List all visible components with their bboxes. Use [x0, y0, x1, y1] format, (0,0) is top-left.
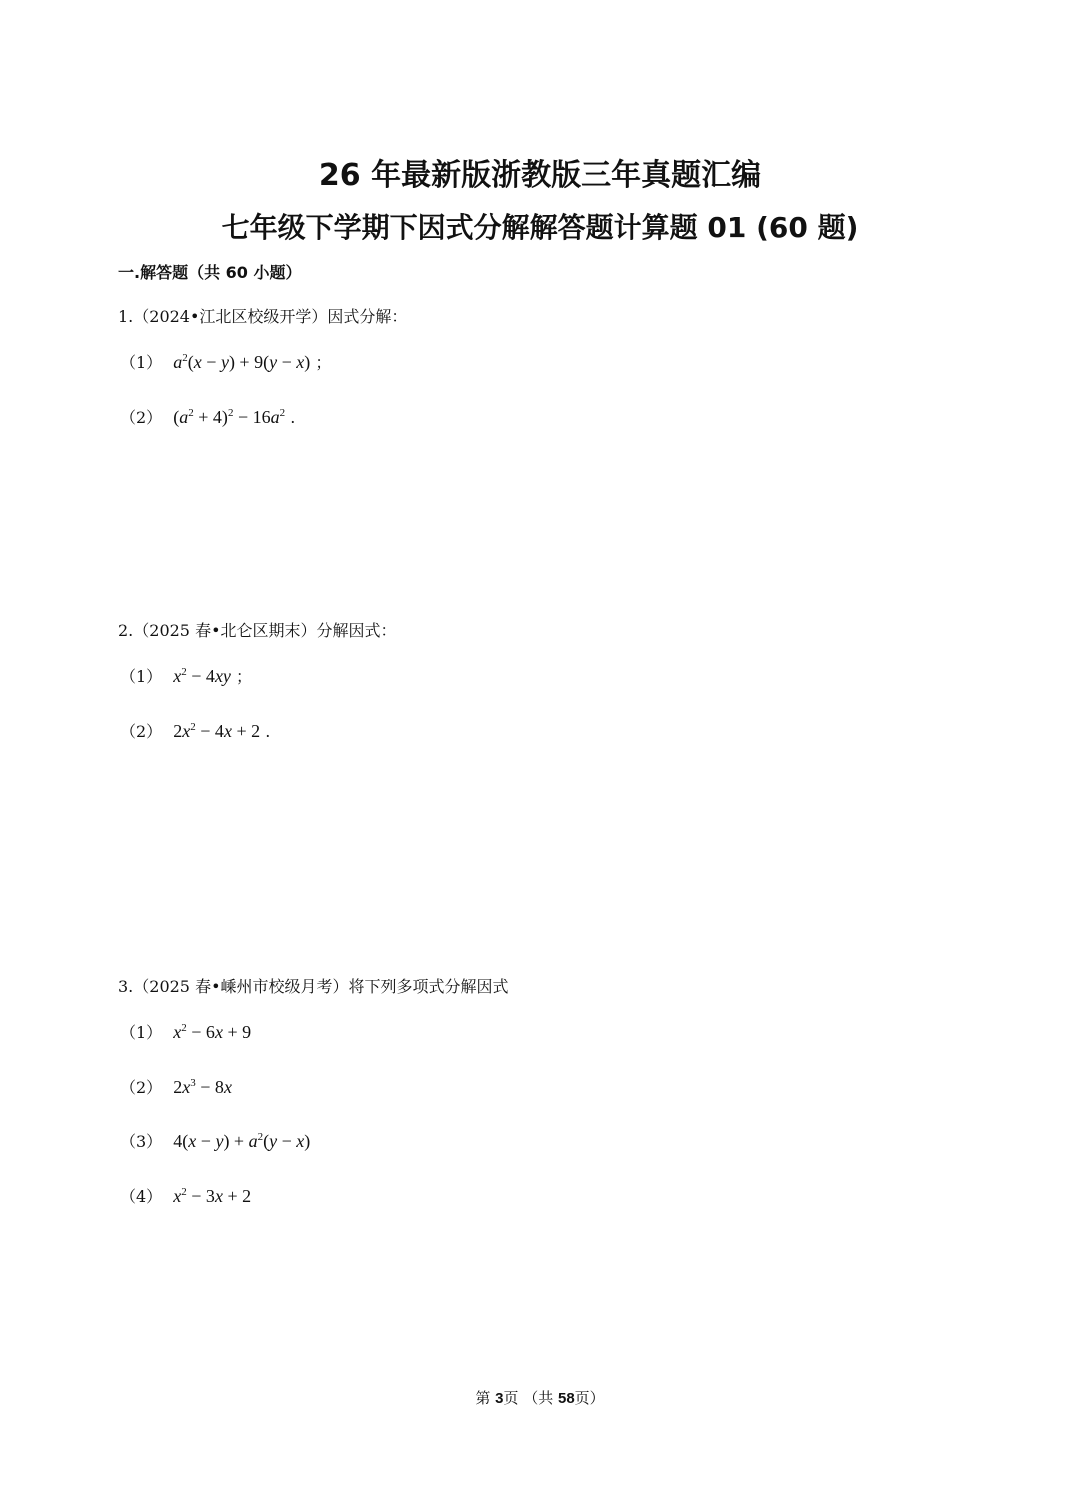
question-3-part-1: [120, 1020, 251, 1043]
question-3-part-3: [120, 1129, 310, 1152]
question-3-part-2: [120, 1075, 232, 1098]
math-expression: $a^2(x - y) + 9(y - x)$: [173, 352, 311, 372]
title-line-1: 26 年最新版浙教版三年真题汇编: [318, 158, 762, 193]
question-2-part-2: [120, 719, 270, 742]
footer-suffix: 页）: [574, 1389, 605, 1407]
title-line-2: 七年级下学期下因式分解解答题计算题 01 (60 题): [221, 211, 859, 244]
footer-prefix: 第: [475, 1389, 496, 1407]
part-label: （2）: [120, 408, 163, 427]
math-expression: $4(x - y) + a^2(y - x)$: [173, 1131, 311, 1151]
math-expression: $2x^2 - 4x + 2$: [173, 721, 261, 741]
part-label: （2）: [120, 1078, 163, 1097]
part-trail: ；: [236, 667, 253, 686]
question-1-header: 1.（2024•江北区校级开学）因式分解：: [118, 307, 408, 326]
part-label: （1）: [120, 353, 163, 372]
question-3-part-4: [120, 1184, 251, 1207]
part-label: （3）: [120, 1132, 163, 1151]
total-pages-number: 58: [557, 1390, 575, 1407]
question-3-header: 3.（2025 春•嵊州市校级月考）将下列多项式分解因式: [118, 977, 509, 996]
current-page-number: 3: [495, 1390, 504, 1407]
question-1-part-1: [120, 350, 331, 373]
question-1-part-2: [120, 405, 295, 428]
question-2-part-1: [120, 664, 252, 687]
footer-middle: 页 （共: [503, 1389, 558, 1407]
part-label: （1）: [120, 1023, 163, 1042]
part-trail: .: [265, 722, 271, 741]
page-footer: [0, 1387, 1080, 1408]
math-expression: $x^2 - 4xy$: [173, 666, 231, 686]
part-trail: .: [290, 408, 296, 427]
part-trail: ；: [315, 353, 332, 372]
math-expression: $x^2 - 3x + 2$: [173, 1186, 252, 1206]
question-2-header: 2.（2025 春•北仑区期末）分解因式：: [118, 621, 397, 640]
part-label: （1）: [120, 667, 163, 686]
part-label: （4）: [120, 1187, 163, 1206]
math-expression: $(a^2 + 4)^2 - 16a^2$: [173, 407, 286, 427]
section-heading: 一.解答题（共 60 小题）: [118, 263, 302, 282]
math-expression: $2x^3 - 8x$: [173, 1077, 232, 1097]
math-expression: $x^2 - 6x + 9$: [173, 1022, 252, 1042]
part-label: （2）: [120, 722, 163, 741]
